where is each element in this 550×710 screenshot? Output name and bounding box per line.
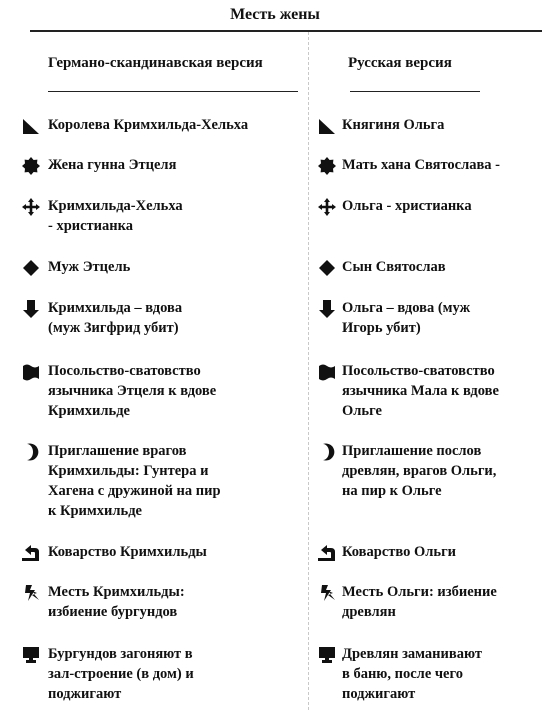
right-column-item: Месть Ольги: избиение древлян — [342, 584, 497, 620]
octagon-icon — [22, 157, 40, 175]
right-column-header: Русская версия — [348, 55, 452, 71]
right-header-rule — [350, 91, 480, 92]
column-divider — [308, 32, 309, 710]
right-column-item: Приглашение послов древлян, врагов Ольги, на пир к Ольге — [342, 443, 497, 499]
diamond-icon — [22, 259, 40, 277]
right-column-item: Ольга - христианка — [342, 198, 472, 214]
left-column-header: Германо-скандинавская версия — [48, 55, 263, 71]
left-column-item: Приглашение врагов Кримхильды: Гунтера и Хагена с дружиной на пир к Кримхильде — [48, 443, 221, 519]
flag-icon — [318, 363, 336, 381]
left-column-item: Кримхильда – вдова (муж Зигфрид убит) — [48, 300, 183, 336]
left-column-item: Коварство Кримхильды — [48, 544, 207, 560]
crescent-icon — [22, 443, 40, 461]
right-column-item: Посольство-сватовство язычника Мала к вдове Ольге — [342, 363, 499, 419]
left-column-item: Муж Этцель — [48, 259, 131, 275]
down-arrow-icon — [22, 300, 40, 318]
page-title: Месть жены — [230, 6, 320, 23]
flag-icon — [22, 363, 40, 381]
monitor-icon — [22, 646, 40, 664]
right-column-item: Мать хана Святослава - — [342, 157, 501, 173]
hook-arrow-icon — [22, 544, 40, 562]
left-column-item: Бургундов загоняют в зал-строение (в дом) и поджигают — [48, 646, 194, 702]
left-header-rule — [48, 91, 298, 92]
lightning-icon — [318, 584, 336, 602]
left-column-item: Жена гунна Этцеля — [48, 157, 177, 173]
right-column-item: Древлян заманивают в баню, после чего поджигают — [342, 646, 482, 702]
corner-triangle-icon — [318, 117, 336, 135]
octagon-icon — [318, 157, 336, 175]
hook-arrow-icon — [318, 544, 336, 562]
down-arrow-icon — [318, 300, 336, 318]
lightning-icon — [22, 584, 40, 602]
left-column-item: Посольство-сватовство язычника Этцеля к вдове Кримхильде — [48, 363, 217, 419]
right-column-item: Сын Святослав — [342, 259, 446, 275]
top-rule — [30, 30, 542, 32]
four-way-arrow-icon — [318, 198, 336, 216]
crescent-icon — [318, 443, 336, 461]
left-column-item: Королева Кримхильда-Хельха — [48, 117, 249, 133]
right-column-item: Княгиня Ольга — [342, 117, 445, 133]
right-column-item: Ольга – вдова (муж Игорь убит) — [342, 300, 471, 336]
four-way-arrow-icon — [22, 198, 40, 216]
left-column-item: Месть Кримхильды: избиение бургундов — [48, 584, 185, 620]
monitor-icon — [318, 646, 336, 664]
left-column-item: Кримхильда-Хельха - христианка — [48, 198, 183, 234]
right-column-item: Коварство Ольги — [342, 544, 457, 560]
corner-triangle-icon — [22, 117, 40, 135]
diamond-icon — [318, 259, 336, 277]
